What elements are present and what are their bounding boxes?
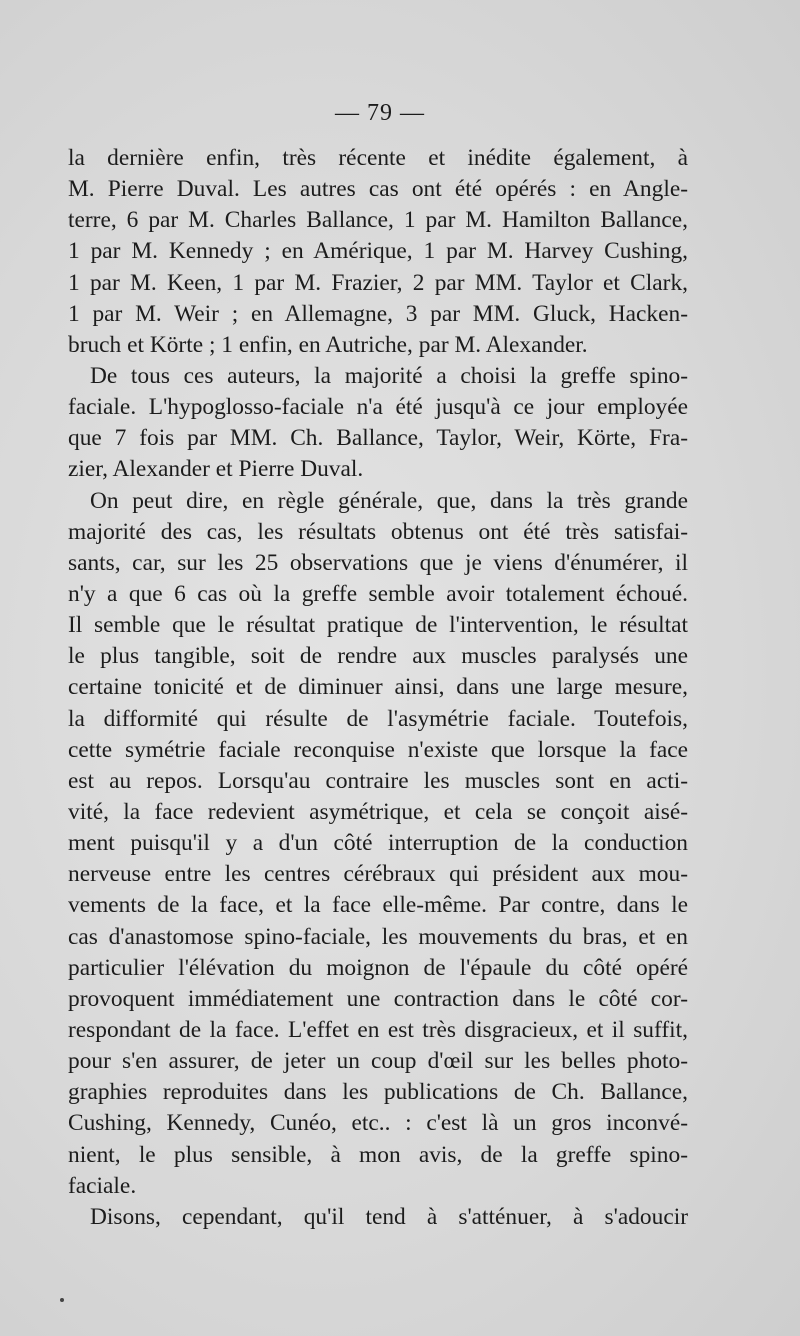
text-line: sants, car, sur les 25 observations que je viens d'énumérer, il (68, 549, 688, 576)
text-line: Disons, cependant, qu'il tend à s'atténuer, à s'adoucir (90, 1203, 688, 1230)
text-line: 1 par M. Weir ; en Allemagne, 3 par MM. Gluck, Hacken- (68, 300, 688, 327)
text-line: est au repos. Lorsqu'au contraire les muscles sont en acti- (68, 767, 688, 794)
text-line: n'y a que 6 cas où la greffe semble avoir totalement échoué. (68, 580, 688, 607)
text-line: faciale. L'hypoglosso-faciale n'a été jusqu'à ce jour employée (68, 394, 688, 421)
page-number: — 79 — (335, 100, 425, 126)
text-line: M. Pierre Duval. Les autres cas ont été opérés : en Angle- (68, 176, 688, 203)
text-line: cas d'anastomose spino-faciale, les mouvements du bras, et en (68, 923, 688, 950)
text-line: Il semble que le résultat pratique de l'intervention, le résultat (68, 612, 688, 639)
text-line: vements de la face, et la face elle-même. Par contre, dans le (68, 892, 688, 919)
text-line: la difformité qui résulte de l'asymétrie faciale. Toutefois, (68, 705, 688, 732)
text-line: certaine tonicité et de diminuer ainsi, dans une large mesure, (68, 674, 688, 701)
text-line: particulier l'élévation du moignon de l'épaule du côté opéré (68, 954, 688, 981)
text-line: le plus tangible, soit de rendre aux muscles paralysés une (68, 643, 688, 670)
text-line: ment puisqu'il y a d'un côté interruption de la conduction (68, 830, 688, 857)
text-line: la dernière enfin, très récente et inédite également, à (68, 145, 688, 171)
paper-speck (60, 1298, 64, 1302)
text-line: respondant de la face. L'effet en est très disgracieux, et il suffit, (68, 1016, 688, 1043)
text-line: De tous ces auteurs, la majorité a choisi la greffe spino- (90, 362, 688, 389)
text-line: nient, le plus sensible, à mon avis, de la greffe spino- (68, 1141, 688, 1168)
text-line: faciale. (68, 1172, 137, 1199)
text-line: graphies reproduites dans les publications de Ch. Ballance, (68, 1079, 688, 1106)
text-line: provoquent immédiatement une contraction dans le côté cor- (68, 985, 688, 1012)
text-line: terre, 6 par M. Charles Ballance, 1 par M. Hamilton Ballance, (68, 207, 688, 234)
text-line: On peut dire, en règle générale, que, dans la très grande (90, 487, 688, 514)
text-line: Cushing, Kennedy, Cunéo, etc.. : c'est là un gros inconvé- (68, 1110, 688, 1137)
text-line: zier, Alexander et Pierre Duval. (68, 456, 364, 483)
text-line: bruch et Körte ; 1 enfin, en Autriche, par M. Alexander. (68, 331, 588, 358)
text-line: majorité des cas, les résultats obtenus ont été très satisfai- (68, 518, 688, 545)
text-line: 1 par M. Keen, 1 par M. Frazier, 2 par MM. Taylor et Clark, (68, 269, 688, 296)
text-line: pour s'en assurer, de jeter un coup d'œil sur les belles photo- (68, 1048, 688, 1075)
text-line: nerveuse entre les centres cérébraux qui président aux mou- (68, 861, 688, 888)
text-line: vité, la face redevient asymétrique, et cela se conçoit aisé- (68, 798, 688, 825)
text-line: cette symétrie faciale reconquise n'existe que lorsque la face (68, 736, 688, 763)
body-text (68, 143, 688, 1233)
text-line: que 7 fois par MM. Ch. Ballance, Taylor, Weir, Körte, Fra- (68, 425, 688, 452)
text-line: 1 par M. Kennedy ; en Amérique, 1 par M. Harvey Cushing, (68, 238, 688, 265)
